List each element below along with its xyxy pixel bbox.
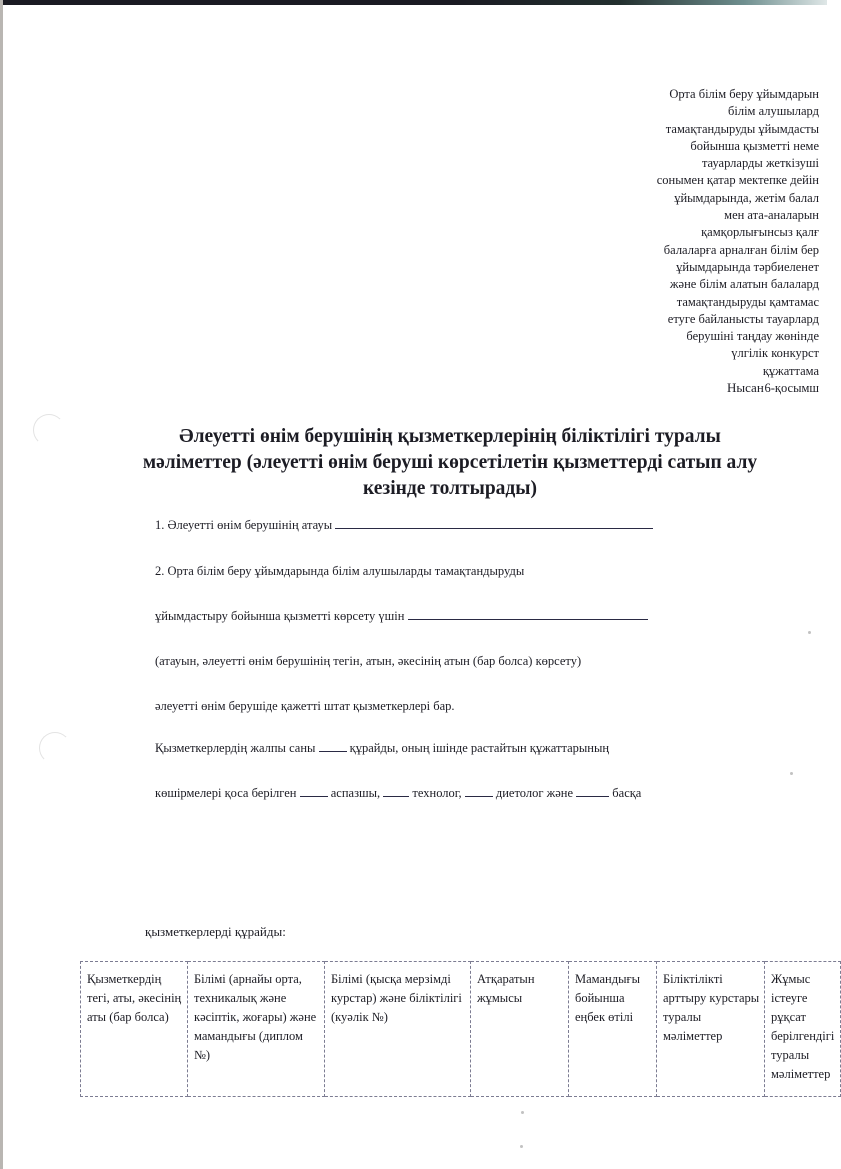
approval-line: үлгілік конкурст xyxy=(731,346,819,361)
approval-line: ұйымдарында, жетім балал xyxy=(674,190,819,205)
item2-line2-label: ұйымдастыру бойынша қызметті көрсету үшін xyxy=(155,609,405,623)
item1-label: 1. Әлеуетті өнім берушінің атауы xyxy=(155,518,333,532)
dietitians-field[interactable] xyxy=(465,786,493,797)
scan-speck xyxy=(521,1111,524,1114)
other-staff-field[interactable] xyxy=(576,786,609,797)
total-staff-field[interactable] xyxy=(319,741,347,752)
approval-line: берушіні таңдау жөнінде xyxy=(686,329,819,344)
scan-speck xyxy=(520,1145,523,1148)
approval-line: сонымен қатар мектепке дейін xyxy=(656,173,819,188)
staff-total-line xyxy=(155,741,609,756)
scan-speck xyxy=(808,631,811,634)
approval-block xyxy=(599,86,819,397)
item2-line2 xyxy=(155,609,648,624)
approval-line: қамқорлығынсыз қалғ xyxy=(701,225,819,240)
approval-line: ұйымдарында тәрбиеленет xyxy=(676,259,819,274)
approval-line: етуге байланысты тауарлард xyxy=(667,311,819,326)
scan-speck xyxy=(790,772,793,775)
dietitians-label: диетолог және xyxy=(495,786,574,800)
staff-statement: әлеуетті өнім берушіде қажетті штат қызметкерлері бар. xyxy=(155,699,455,713)
approval-line: және білім алатын балалард xyxy=(669,277,819,292)
approval-line: Орта білім беру ұйымдарын xyxy=(669,87,819,101)
approval-line: мен ата-аналарын xyxy=(724,208,819,223)
header-education-diploma: Білімі (арнайы орта, техникалық және кәсіптік, жоғары) және мамандығы (диплом №) xyxy=(188,962,325,1097)
approval-line: бойынша қызметті неме xyxy=(690,138,819,153)
approval-line: балаларға арналған білім бер xyxy=(663,242,819,257)
staff-total-suffix: құрайды, оның ішінде растайтын құжаттарының xyxy=(349,741,610,755)
header-short-courses: Білімі (қысқа мерзімді курстар) және біліктілігі (куәлік №) xyxy=(325,962,471,1097)
technologists-field[interactable] xyxy=(383,786,409,797)
header-work-permit: Жұмыс істеуге рұқсат берілгендігі туралы мәліметтер xyxy=(765,962,841,1097)
approval-line: тамақтандыруды қамтамас xyxy=(676,294,819,309)
approval-line: білім алушылард xyxy=(728,104,819,119)
header-position: Атқаратын жұмысы xyxy=(471,962,569,1097)
header-training-courses: Біліктілікті арттыру курстары туралы мәліметтер xyxy=(657,962,765,1097)
approval-line: құжаттама xyxy=(762,363,819,378)
punch-hole xyxy=(39,732,71,764)
staff-qualification-table xyxy=(80,961,841,1097)
other-label: басқа xyxy=(612,786,642,800)
table-intro: қызметкерлерді құрайды: xyxy=(145,924,286,939)
approval-line: тамақтандыруды ұйымдасты xyxy=(665,121,819,136)
staff-breakdown-line xyxy=(155,786,641,801)
approval-line: 6-қосымш xyxy=(764,381,819,396)
name-note: (атауын, әлеуетті өнім берушінің тегін, атын, әкесінің атын (бар болса) көрсету) xyxy=(155,654,582,668)
cooks-label: аспазшы, xyxy=(330,786,381,800)
technologists-label: технолог, xyxy=(412,786,462,800)
supplier-name-field[interactable] xyxy=(335,518,653,529)
table-header-row xyxy=(81,962,841,1097)
document-title: Әлеуетті өнім берушінің қызметкерлерінің біліктілігі туралы мәліметтер (әлеуетті өнім беруші көрсетілетін қызметтерді сатып алу кезінде толтырады) xyxy=(142,426,758,499)
form-label: Нысан xyxy=(727,380,764,395)
cooks-field[interactable] xyxy=(300,786,328,797)
punch-hole xyxy=(33,414,65,446)
item2-line1: 2. Орта білім беру ұйымдарында білім алушыларды тамақтандыруды xyxy=(155,564,525,578)
header-full-name: Қызметкердің тегі, аты, әкесінің аты (бар болса) xyxy=(81,962,188,1097)
service-provider-field[interactable] xyxy=(408,609,648,620)
approval-line: тауарларды жеткізуші xyxy=(701,156,819,171)
item-supplier-name xyxy=(155,518,653,533)
staff-total-label: Қызметкерлердің жалпы саны xyxy=(155,741,316,755)
breakdown-label: көшірмелері қоса берілген xyxy=(155,786,297,800)
scan-left-edge xyxy=(0,0,3,1169)
scan-top-edge xyxy=(0,0,827,5)
header-experience: Мамандығы бойынша еңбек өтілі xyxy=(569,962,657,1097)
